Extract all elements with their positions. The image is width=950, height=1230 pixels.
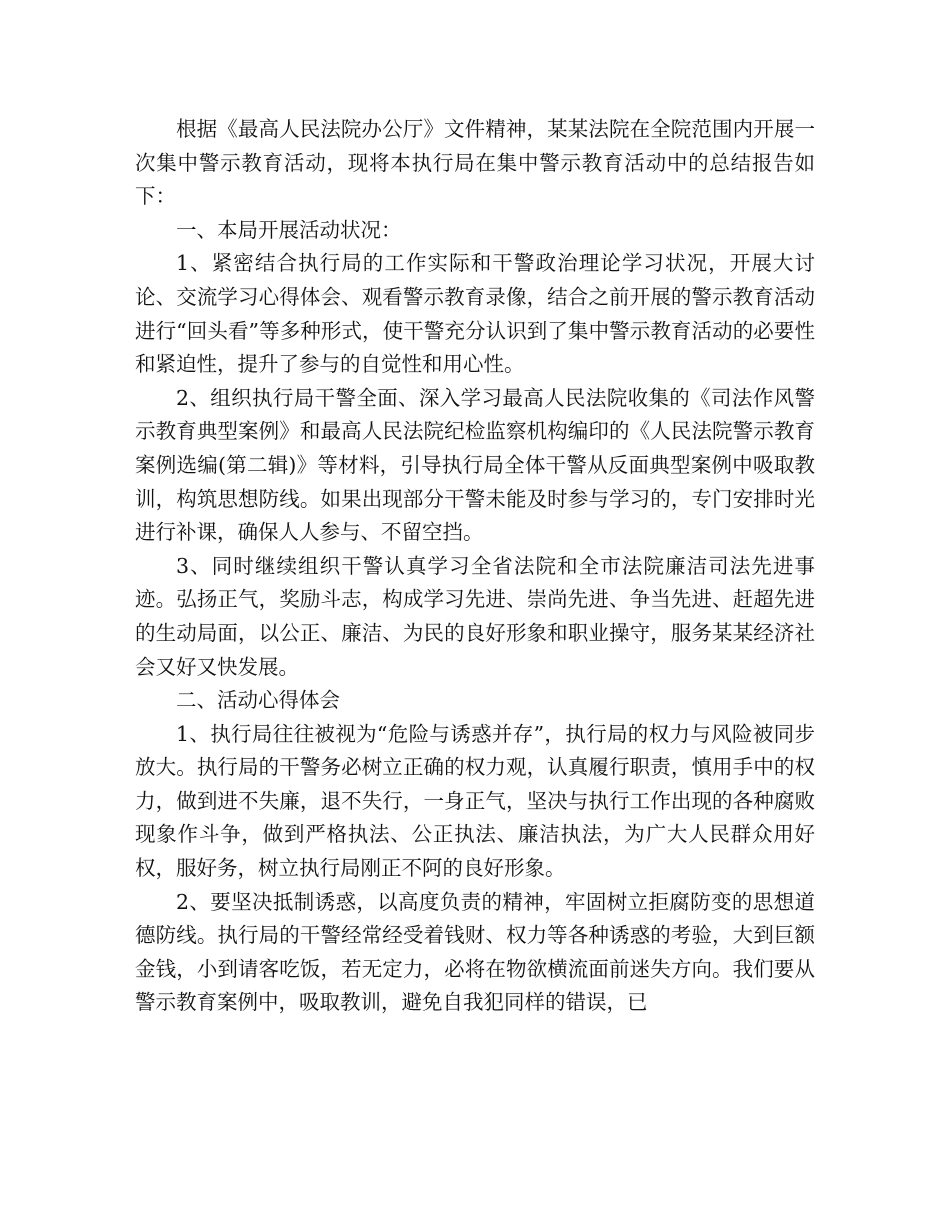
experience-item-2: 2、要坚决抵制诱惑，以高度负责的精神，牢固树立拒腐防变的思想道德防线。执行局的干警经常经受着钱财、权力等各种诱惑的考验，大到巨额金钱，小到请客吃饭，若无定力，必将在物欲横流面前迷失方向。我们要从警示教育案例中，吸取教训，避免自我犯同样的错误，已 <box>135 889 815 1015</box>
activity-item-1: 1、紧密结合执行局的工作实际和干警政治理论学习状况，开展大讨论、交流学习心得体会、观看警示教育录像，结合之前开展的警示教育活动进行“回头看”等多种形式，使干警充分认识到了集中警示教育活动的必要性和紧迫性，提升了参与的自觉性和用心性。 <box>135 251 815 377</box>
intro-paragraph: 根据《最高人民法院办公厅》文件精神，某某法院在全院范围内开展一次集中警示教育活动，现将本执行局在集中警示教育活动中的总结报告如下： <box>135 117 815 209</box>
section-heading-activities: 一、本局开展活动状况： <box>176 217 402 242</box>
document-body <box>135 113 815 1020</box>
activity-item-3: 3、同时继续组织干警认真学习全省法院和全市法院廉洁司法先进事迹。弘扬正气，奖励斗志，构成学习先进、崇尚先进、争当先进、赶超先进的生动局面，以公正、廉洁、为民的良好形象和职业操守，服务某某经济社会又好又快发展。 <box>135 553 815 679</box>
experience-item-1: 1、执行局往往被视为“危险与诱惑并存”，执行局的权力与风险被同步放大。执行局的干警务必树立正确的权力观，认真履行职责，慎用手中的权力，做到进不失廉，退不失行，一身正气，坚决与执行工作出现的各种腐败现象作斗争，做到严格执法、公正执法、廉洁执法，为广大人民群众用好权，服好务，树立执行局刚正不阿的良好形象。 <box>135 721 815 881</box>
section-heading-experience: 二、活动心得体会 <box>176 688 340 713</box>
activity-item-2: 2、组织执行局干警全面、深入学习最高人民法院收集的《司法作风警示教育典型案例》和最高人民法院纪检监察机构编印的《人民法院警示教育案例选编(第二辑)》等材料，引导执行局全体干警从反面典型案例中吸取教训，构筑思想防线。如果出现部分干警未能及时参与学习的，专门安排时光进行补课，确保人人参与、不留空挡。 <box>135 385 815 545</box>
